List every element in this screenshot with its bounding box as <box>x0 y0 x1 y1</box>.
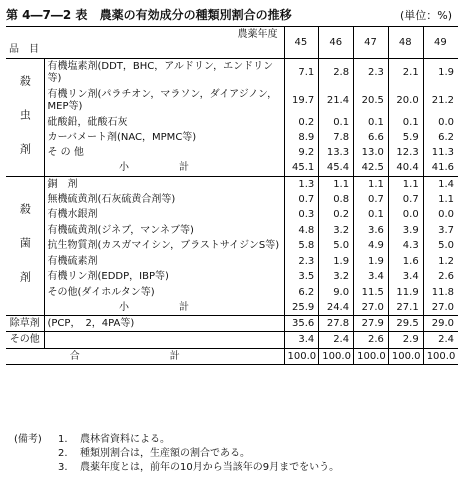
notes <box>14 433 339 475</box>
subtotal-value: 27.0 <box>423 300 458 316</box>
data-table <box>6 26 458 365</box>
note-row <box>14 447 339 461</box>
value-cell: 12.3 <box>388 145 423 160</box>
subtotal-value: 40.4 <box>388 160 423 176</box>
value-cell: 0.2 <box>284 115 319 130</box>
value-cell: 27.9 <box>354 316 389 332</box>
value-cell: 2.6 <box>354 332 389 348</box>
value-cell: 6.6 <box>354 130 389 145</box>
value-cell: 13.0 <box>354 145 389 160</box>
note-text: 農林省資料による。 <box>80 434 170 445</box>
subtotal-value: 41.6 <box>423 160 458 176</box>
value-cell: 5.9 <box>388 130 423 145</box>
value-cell: 2.6 <box>423 269 458 284</box>
item-label: (PCP， 2，4PA等) <box>47 318 135 330</box>
value-cell: 19.7 <box>284 87 319 115</box>
table-title <box>6 6 292 23</box>
column-group-label: 農薬年度 <box>237 29 278 40</box>
total-value: 100.0 <box>354 348 389 364</box>
category-label: 除草剤 <box>6 316 44 332</box>
value-cell: 4.9 <box>354 238 389 254</box>
value-cell: 13.3 <box>319 145 354 160</box>
value-cell: 0.0 <box>388 207 423 222</box>
item-label: 抗生物質剤(カスガマイシン，ブラストサイジンS等) <box>47 239 280 251</box>
notes-label: (備考) <box>14 434 42 445</box>
value-cell: 3.6 <box>354 223 389 238</box>
value-cell: 0.3 <box>284 207 319 222</box>
subtotal-value: 27.0 <box>354 300 389 316</box>
item-label: 有機硫黄剤(ジネブ，マンネブ等) <box>47 224 194 236</box>
value-cell: 11.5 <box>354 285 389 300</box>
item-label: 有機リン剤(EDDP，IBP等) <box>47 271 169 283</box>
value-cell: 5.0 <box>423 238 458 254</box>
value-cell: 7.8 <box>319 130 354 145</box>
value-cell: 3.5 <box>284 269 319 284</box>
value-cell: 0.0 <box>423 115 458 130</box>
table-row <box>6 87 458 115</box>
subtotal-value: 24.4 <box>319 300 354 316</box>
total-row <box>6 348 458 364</box>
item-label: 銅 剤 <box>47 178 78 190</box>
unit-label: (単位：%) <box>399 9 452 22</box>
value-cell: 0.1 <box>319 115 354 130</box>
value-cell: 3.4 <box>284 332 319 348</box>
subtotal-value: 27.1 <box>388 300 423 316</box>
value-cell: 5.0 <box>319 238 354 254</box>
value-cell: 1.9 <box>423 58 458 87</box>
year-header: 48 <box>388 27 423 59</box>
total-value: 100.0 <box>423 348 458 364</box>
value-cell: 2.4 <box>319 332 354 348</box>
table-row <box>6 285 458 300</box>
year-header: 49 <box>423 27 458 59</box>
subtotal-value: 45.1 <box>284 160 319 176</box>
table-row <box>6 130 458 145</box>
item-label: 有機リン剤(パラチオン，マラソン，ダイアジノン，MEP等) <box>47 88 278 112</box>
table-row <box>6 145 458 160</box>
table-row <box>6 238 458 254</box>
item-label: そ の 他 <box>47 147 84 159</box>
table-caption: 農薬の有効成分の種類別割合の推移 <box>99 8 292 22</box>
value-cell: 20.5 <box>354 87 389 115</box>
value-cell: 0.7 <box>284 192 319 207</box>
value-cell: 3.2 <box>319 269 354 284</box>
value-cell: 3.4 <box>354 269 389 284</box>
item-label: 有機硫素剤 <box>47 255 98 267</box>
total-value: 100.0 <box>284 348 319 364</box>
value-cell: 0.1 <box>354 207 389 222</box>
value-cell: 0.2 <box>319 207 354 222</box>
table-row <box>6 332 458 348</box>
table-row <box>6 254 458 269</box>
value-cell: 0.0 <box>423 207 458 222</box>
value-cell: 1.3 <box>284 176 319 192</box>
value-cell: 0.1 <box>388 115 423 130</box>
value-cell: 5.8 <box>284 238 319 254</box>
item-label: 砒酸鉛，砒酸石灰 <box>47 116 128 128</box>
value-cell: 1.9 <box>354 254 389 269</box>
subtotal-row <box>6 160 458 176</box>
row-label-header: 品 目 <box>9 44 39 56</box>
value-cell: 3.9 <box>388 223 423 238</box>
subtotal-label: 小 計 <box>119 162 209 174</box>
table-row <box>6 316 458 332</box>
table-row <box>6 223 458 238</box>
table-row <box>6 192 458 207</box>
total-value: 100.0 <box>319 348 354 364</box>
category-label: その他 <box>6 332 44 348</box>
value-cell: 21.2 <box>423 87 458 115</box>
value-cell: 6.2 <box>423 130 458 145</box>
value-cell: 20.0 <box>388 87 423 115</box>
value-cell: 29.0 <box>423 316 458 332</box>
value-cell: 0.7 <box>354 192 389 207</box>
table-row <box>6 269 458 284</box>
category-label: 殺 菌 剤 <box>6 176 44 315</box>
value-cell: 1.1 <box>354 176 389 192</box>
value-cell: 11.8 <box>423 285 458 300</box>
value-cell: 2.9 <box>388 332 423 348</box>
subtotal-value: 25.9 <box>284 300 319 316</box>
subtotal-row <box>6 300 458 316</box>
value-cell: 1.4 <box>423 176 458 192</box>
total-value: 100.0 <box>388 348 423 364</box>
table-row <box>6 176 458 192</box>
note-row <box>14 461 339 475</box>
category-label: 殺 虫 剤 <box>6 58 44 176</box>
header-row <box>6 27 458 43</box>
note-text: 種類別割合は，生産額の割合である。 <box>80 448 250 459</box>
item-label: その他(ダイホルタン等) <box>47 286 155 298</box>
value-cell: 2.4 <box>423 332 458 348</box>
year-header: 45 <box>284 27 319 59</box>
value-cell: 27.8 <box>319 316 354 332</box>
value-cell: 35.6 <box>284 316 319 332</box>
value-cell: 1.9 <box>319 254 354 269</box>
value-cell: 0.8 <box>319 192 354 207</box>
value-cell: 29.5 <box>388 316 423 332</box>
note-number: 2. <box>58 448 68 459</box>
value-cell: 2.3 <box>354 58 389 87</box>
item-label: 有機水銀剤 <box>47 209 98 221</box>
value-cell: 4.3 <box>388 238 423 254</box>
value-cell: 3.2 <box>319 223 354 238</box>
value-cell: 21.4 <box>319 87 354 115</box>
value-cell: 1.1 <box>319 176 354 192</box>
value-cell: 9.2 <box>284 145 319 160</box>
value-cell: 2.1 <box>388 58 423 87</box>
table-row <box>6 207 458 222</box>
value-cell: 3.7 <box>423 223 458 238</box>
value-cell: 0.7 <box>388 192 423 207</box>
subtotal-label: 小 計 <box>119 301 209 313</box>
year-header: 47 <box>354 27 389 59</box>
year-header: 46 <box>319 27 354 59</box>
note-number: 3. <box>58 462 68 473</box>
note-row <box>14 433 339 447</box>
item-label: 無機硫黄剤(石灰硫黄合剤等) <box>47 194 176 206</box>
total-label: 合 計 <box>69 350 220 362</box>
table-row <box>6 115 458 130</box>
value-cell: 9.0 <box>319 285 354 300</box>
subtotal-value: 42.5 <box>354 160 389 176</box>
value-cell: 2.8 <box>319 58 354 87</box>
value-cell: 1.6 <box>388 254 423 269</box>
table-number: 第 4―7―2 表 <box>6 8 88 22</box>
subtotal-value: 45.4 <box>319 160 354 176</box>
table-row <box>6 58 458 87</box>
value-cell: 1.2 <box>423 254 458 269</box>
value-cell: 0.1 <box>354 115 389 130</box>
value-cell: 8.9 <box>284 130 319 145</box>
value-cell: 7.1 <box>284 58 319 87</box>
value-cell: 11.9 <box>388 285 423 300</box>
value-cell: 6.2 <box>284 285 319 300</box>
item-label <box>44 332 284 348</box>
value-cell: 4.8 <box>284 223 319 238</box>
value-cell: 2.3 <box>284 254 319 269</box>
item-label: 有機塩素剤(DDT，BHC，アルドリン，エンドリン等) <box>47 60 274 84</box>
note-number: 1. <box>58 434 68 445</box>
value-cell: 1.1 <box>423 192 458 207</box>
value-cell: 1.1 <box>388 176 423 192</box>
note-text: 農薬年度とは，前年の10月から当該年の9月までをいう。 <box>80 462 340 473</box>
value-cell: 3.4 <box>388 269 423 284</box>
item-label: カーバメート剤(NAC，MPMC等) <box>47 131 197 143</box>
value-cell: 11.3 <box>423 145 458 160</box>
